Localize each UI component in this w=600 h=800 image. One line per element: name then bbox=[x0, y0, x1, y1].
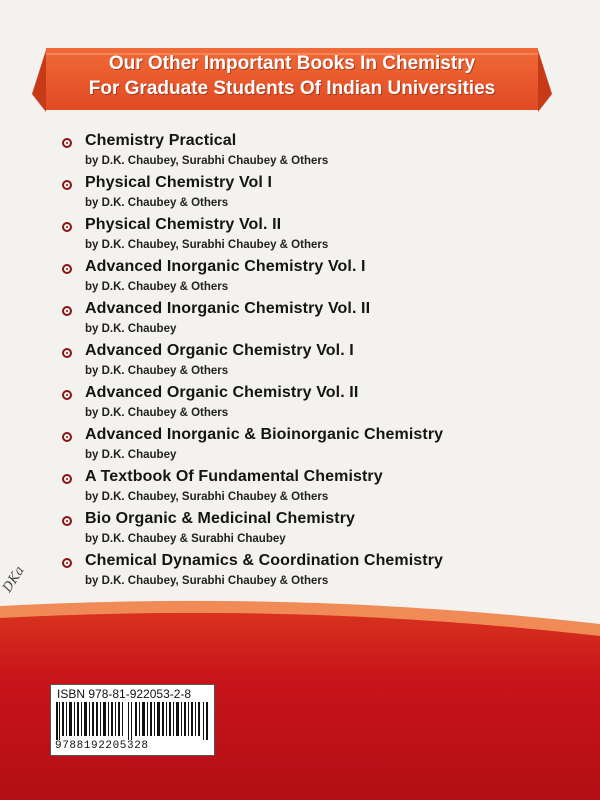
book-author: by D.K. Chaubey, Surabhi Chaubey & Others bbox=[85, 155, 329, 167]
book-title: Chemistry Practical bbox=[85, 132, 237, 149]
book-author: by D.K. Chaubey & Others bbox=[85, 407, 229, 419]
book-title: A Textbook Of Fundamental Chemistry bbox=[85, 468, 383, 485]
book-title: Advanced Inorganic & Bioinorganic Chemistry bbox=[85, 426, 444, 443]
list-item bbox=[58, 342, 538, 384]
book-list bbox=[58, 132, 538, 594]
list-item bbox=[58, 384, 538, 426]
list-item bbox=[58, 174, 538, 216]
list-item bbox=[58, 300, 538, 342]
book-author: by D.K. Chaubey, Surabhi Chaubey & Others bbox=[85, 491, 329, 503]
book-author: by D.K. Chaubey, Surabhi Chaubey & Others bbox=[85, 239, 329, 251]
list-item bbox=[58, 510, 538, 552]
book-title: Advanced Inorganic Chemistry Vol. II bbox=[85, 300, 371, 317]
banner-line-2: For Graduate Students Of Indian Universities bbox=[88, 78, 496, 99]
list-item bbox=[58, 552, 538, 594]
book-author: by D.K. Chaubey bbox=[85, 323, 177, 335]
barcode-icon bbox=[56, 702, 208, 740]
bullet-icon bbox=[62, 348, 72, 358]
banner-line-1: Our Other Important Books In Chemistry bbox=[108, 53, 476, 74]
isbn-label: ISBN 978-81-922053-2-8 bbox=[57, 687, 192, 701]
book-author: by D.K. Chaubey bbox=[85, 449, 177, 461]
list-item bbox=[58, 216, 538, 258]
isbn-barcode bbox=[50, 684, 215, 756]
book-title: Physical Chemistry Vol. II bbox=[85, 216, 282, 233]
bullet-icon bbox=[62, 306, 72, 316]
list-item bbox=[58, 426, 538, 468]
handwritten-note: DKa bbox=[0, 563, 28, 596]
bullet-icon bbox=[62, 390, 72, 400]
banner-heading bbox=[32, 51, 552, 101]
book-title: Physical Chemistry Vol I bbox=[85, 174, 273, 191]
book-author: by D.K. Chaubey, Surabhi Chaubey & Others bbox=[85, 575, 329, 587]
list-item bbox=[58, 468, 538, 510]
book-author: by D.K. Chaubey & Surabhi Chaubey bbox=[85, 533, 286, 545]
book-author: by D.K. Chaubey & Others bbox=[85, 197, 229, 209]
header-banner bbox=[32, 40, 552, 112]
bullet-icon bbox=[62, 474, 72, 484]
bullet-icon bbox=[62, 222, 72, 232]
bullet-icon bbox=[62, 138, 72, 148]
book-title: Bio Organic & Medicinal Chemistry bbox=[85, 510, 356, 527]
bullet-icon bbox=[62, 180, 72, 190]
barcode-digits: 9788192205328 bbox=[55, 740, 149, 752]
book-title: Advanced Organic Chemistry Vol. II bbox=[85, 384, 359, 401]
bullet-icon bbox=[62, 516, 72, 526]
book-title: Advanced Inorganic Chemistry Vol. I bbox=[85, 258, 366, 275]
bullet-icon bbox=[62, 558, 72, 568]
bullet-icon bbox=[62, 264, 72, 274]
bullet-icon bbox=[62, 432, 72, 442]
book-title: Chemical Dynamics & Coordination Chemistry bbox=[85, 552, 444, 569]
list-item bbox=[58, 132, 538, 174]
book-author: by D.K. Chaubey & Others bbox=[85, 365, 229, 377]
book-author: by D.K. Chaubey & Others bbox=[85, 281, 229, 293]
list-item bbox=[58, 258, 538, 300]
book-title: Advanced Organic Chemistry Vol. I bbox=[85, 342, 354, 359]
